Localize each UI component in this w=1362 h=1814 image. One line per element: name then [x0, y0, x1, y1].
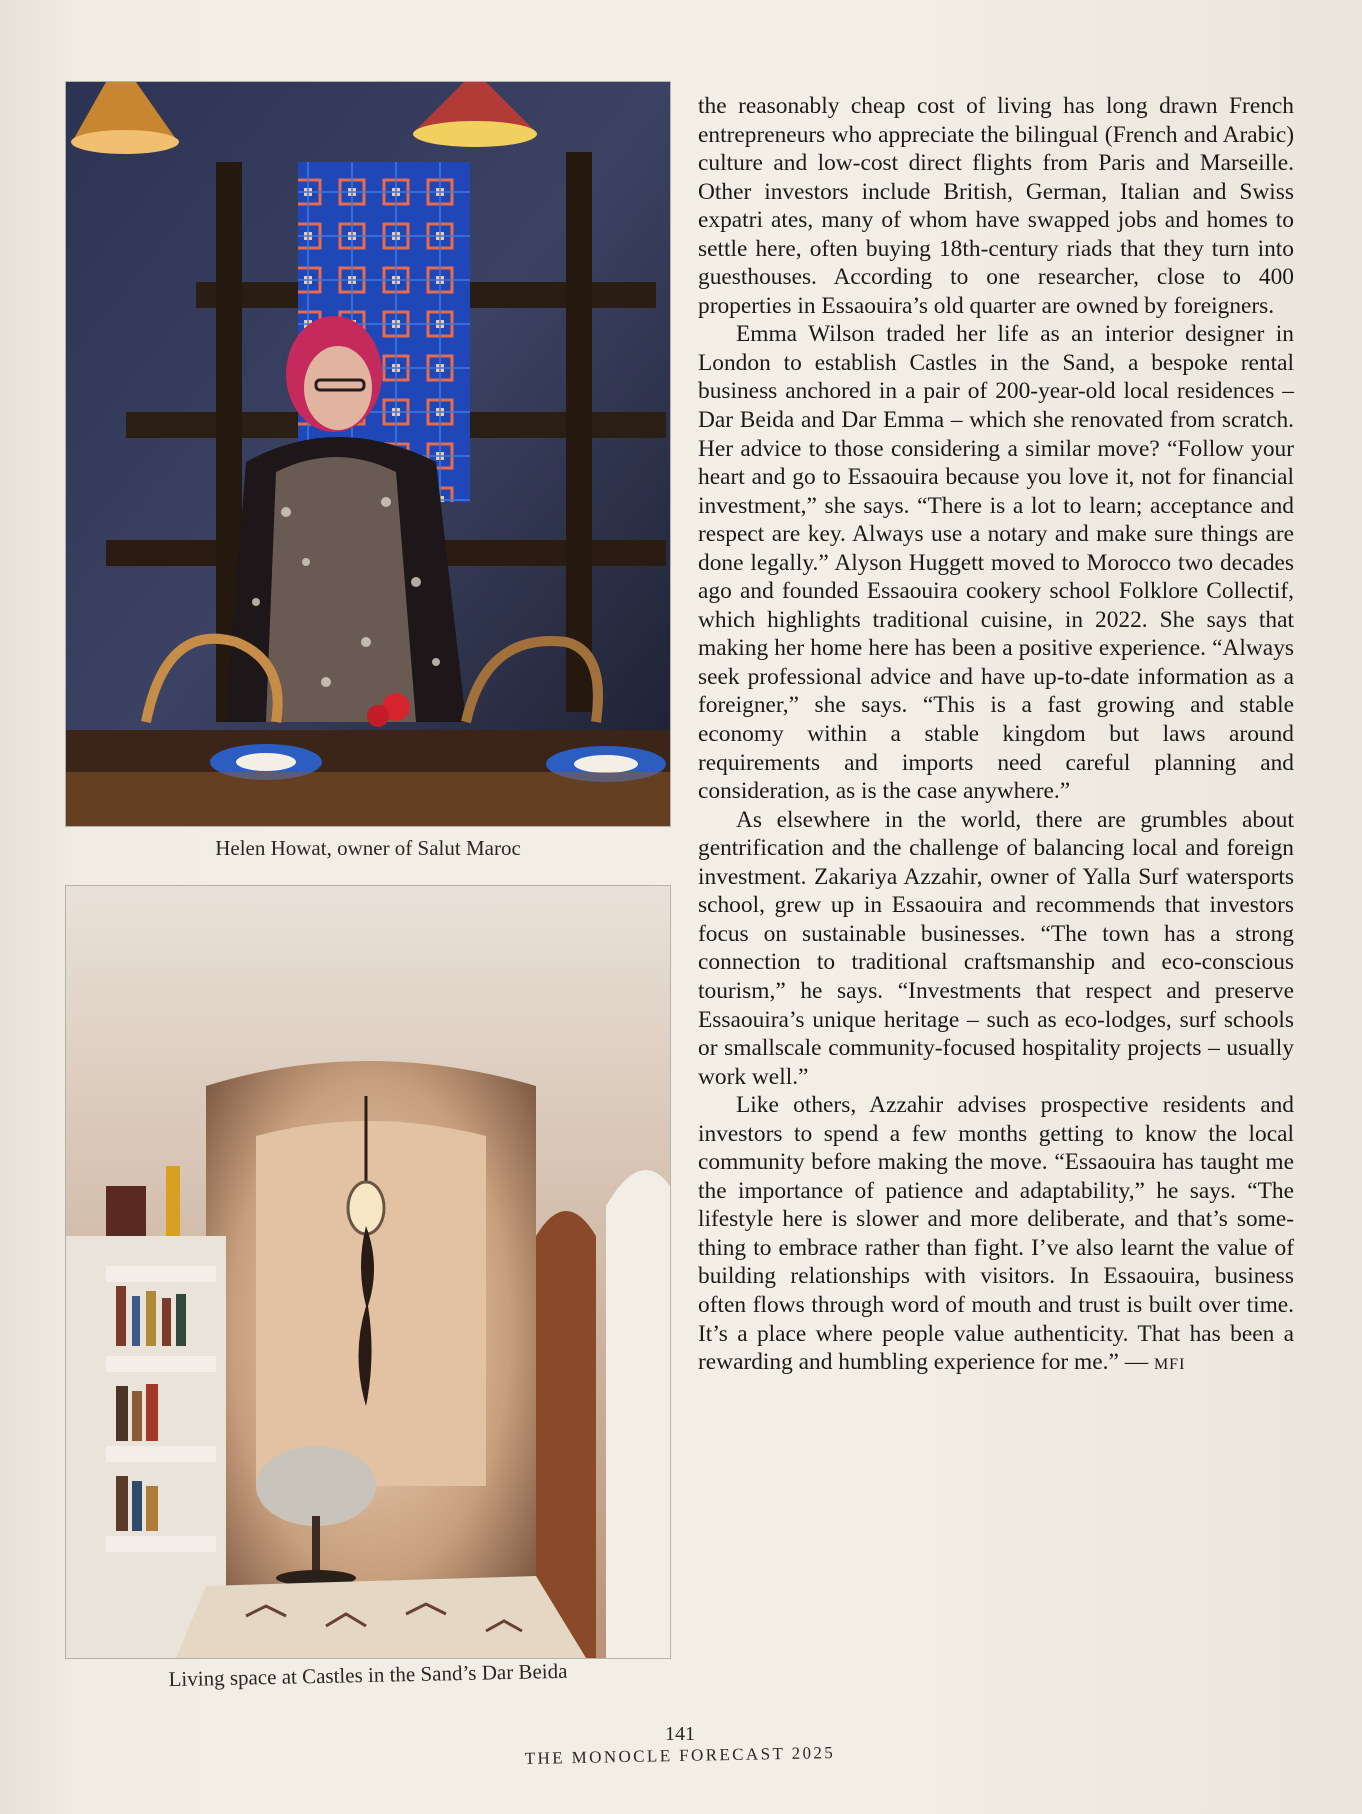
photo-caption: Living space at Castles in the Sand’s Dar Beida [168, 1658, 568, 1692]
article-paragraph: Emma Wilson traded her life as an interior designer in London to establish Castles in the Sand, a bespoke rental business anchored in a pair of 200-year-old local residences – Dar Beida and Dar Emma – which she renovated from scratch. Her advice to those considering a similar move? “Follow your heart and go to Essaouira because you love it, not for financial investment,” she says. “There is a lot to learn; acceptance and respect are key. Always use a notary and make sure things are done legally.” Alyson Huggett moved to Morocco two decades ago and founded Essaouira cookery school Folklore Collectif, which highlights traditional cuisine, in 2022. She says that making her home here has been a positive experience. “Always seek professional advice and have up-to-date information as a foreigner,” she says. “This is a fast growing and stable economy within a stable kingdom but laws around requirements and imports need careful planning and consideration, as is the case anywhere.” [698, 321, 1294, 805]
article-paragraph-text: Like others, Azzahir advises prospective residents and investors to spend a few months getting to know the local community before making the move. “Essaouira has taught me the importance of patience and adaptability,” he says. “The lifestyle here is slower and more deliberate, and that’s something to embrace rather than fight. I’ve also learnt the value of building relationships with visitors. In Essaouira, business often flows through word of mouth and trust is built over time. It’s a place where people value authenticity. That has been a rewarding and humbling experience for me.” — [698, 1092, 1294, 1376]
portrait-photo [66, 82, 670, 826]
article-paragraph [698, 1091, 1294, 1379]
page-number: 141 [665, 1723, 695, 1745]
interior-photo [66, 886, 670, 1658]
article-body [698, 92, 1294, 1380]
publication-title: THE MONOCLE FORECAST 2025 [524, 1743, 836, 1768]
portrait-illustration [66, 82, 670, 826]
interior-illustration [66, 886, 670, 1658]
photo-caption: Helen Howat, owner of Salut Maroc [215, 836, 521, 860]
article-paragraph: the reasonably cheap cost of living has long drawn French entrepreneurs who appreciate the bilingual (French and Arabic) culture and low-cost direct flights from Paris and Marseille. Other investors include British, German, Italian and Swiss expatri ates, many of whom have swapped jobs and homes to settle here, often buying 18th-century riads that they turn into guesthouses. According to one researcher, close to 400 properties in Essaouira’s old quarter are owned by foreigners. [698, 93, 1294, 319]
article-paragraph: As elsewhere in the world, there are grumbles about gentrification and the challenge of balancing local and foreign investment. Zakariya Azzahir, owner of Yalla Surf watersports school, grew up in Essaouira and recommends that investors focus on sustainable businesses. “The town has a strong connection to traditional craftsmanship and eco-conscious tourism,” he says. “Investments that respect and preserve Essaouira’s unique heritage – such as eco-lodges, surf schools or smallscale community-focused hospitality projects – usually work well.” [698, 806, 1294, 1090]
author-signoff: MFI [1153, 1356, 1186, 1374]
